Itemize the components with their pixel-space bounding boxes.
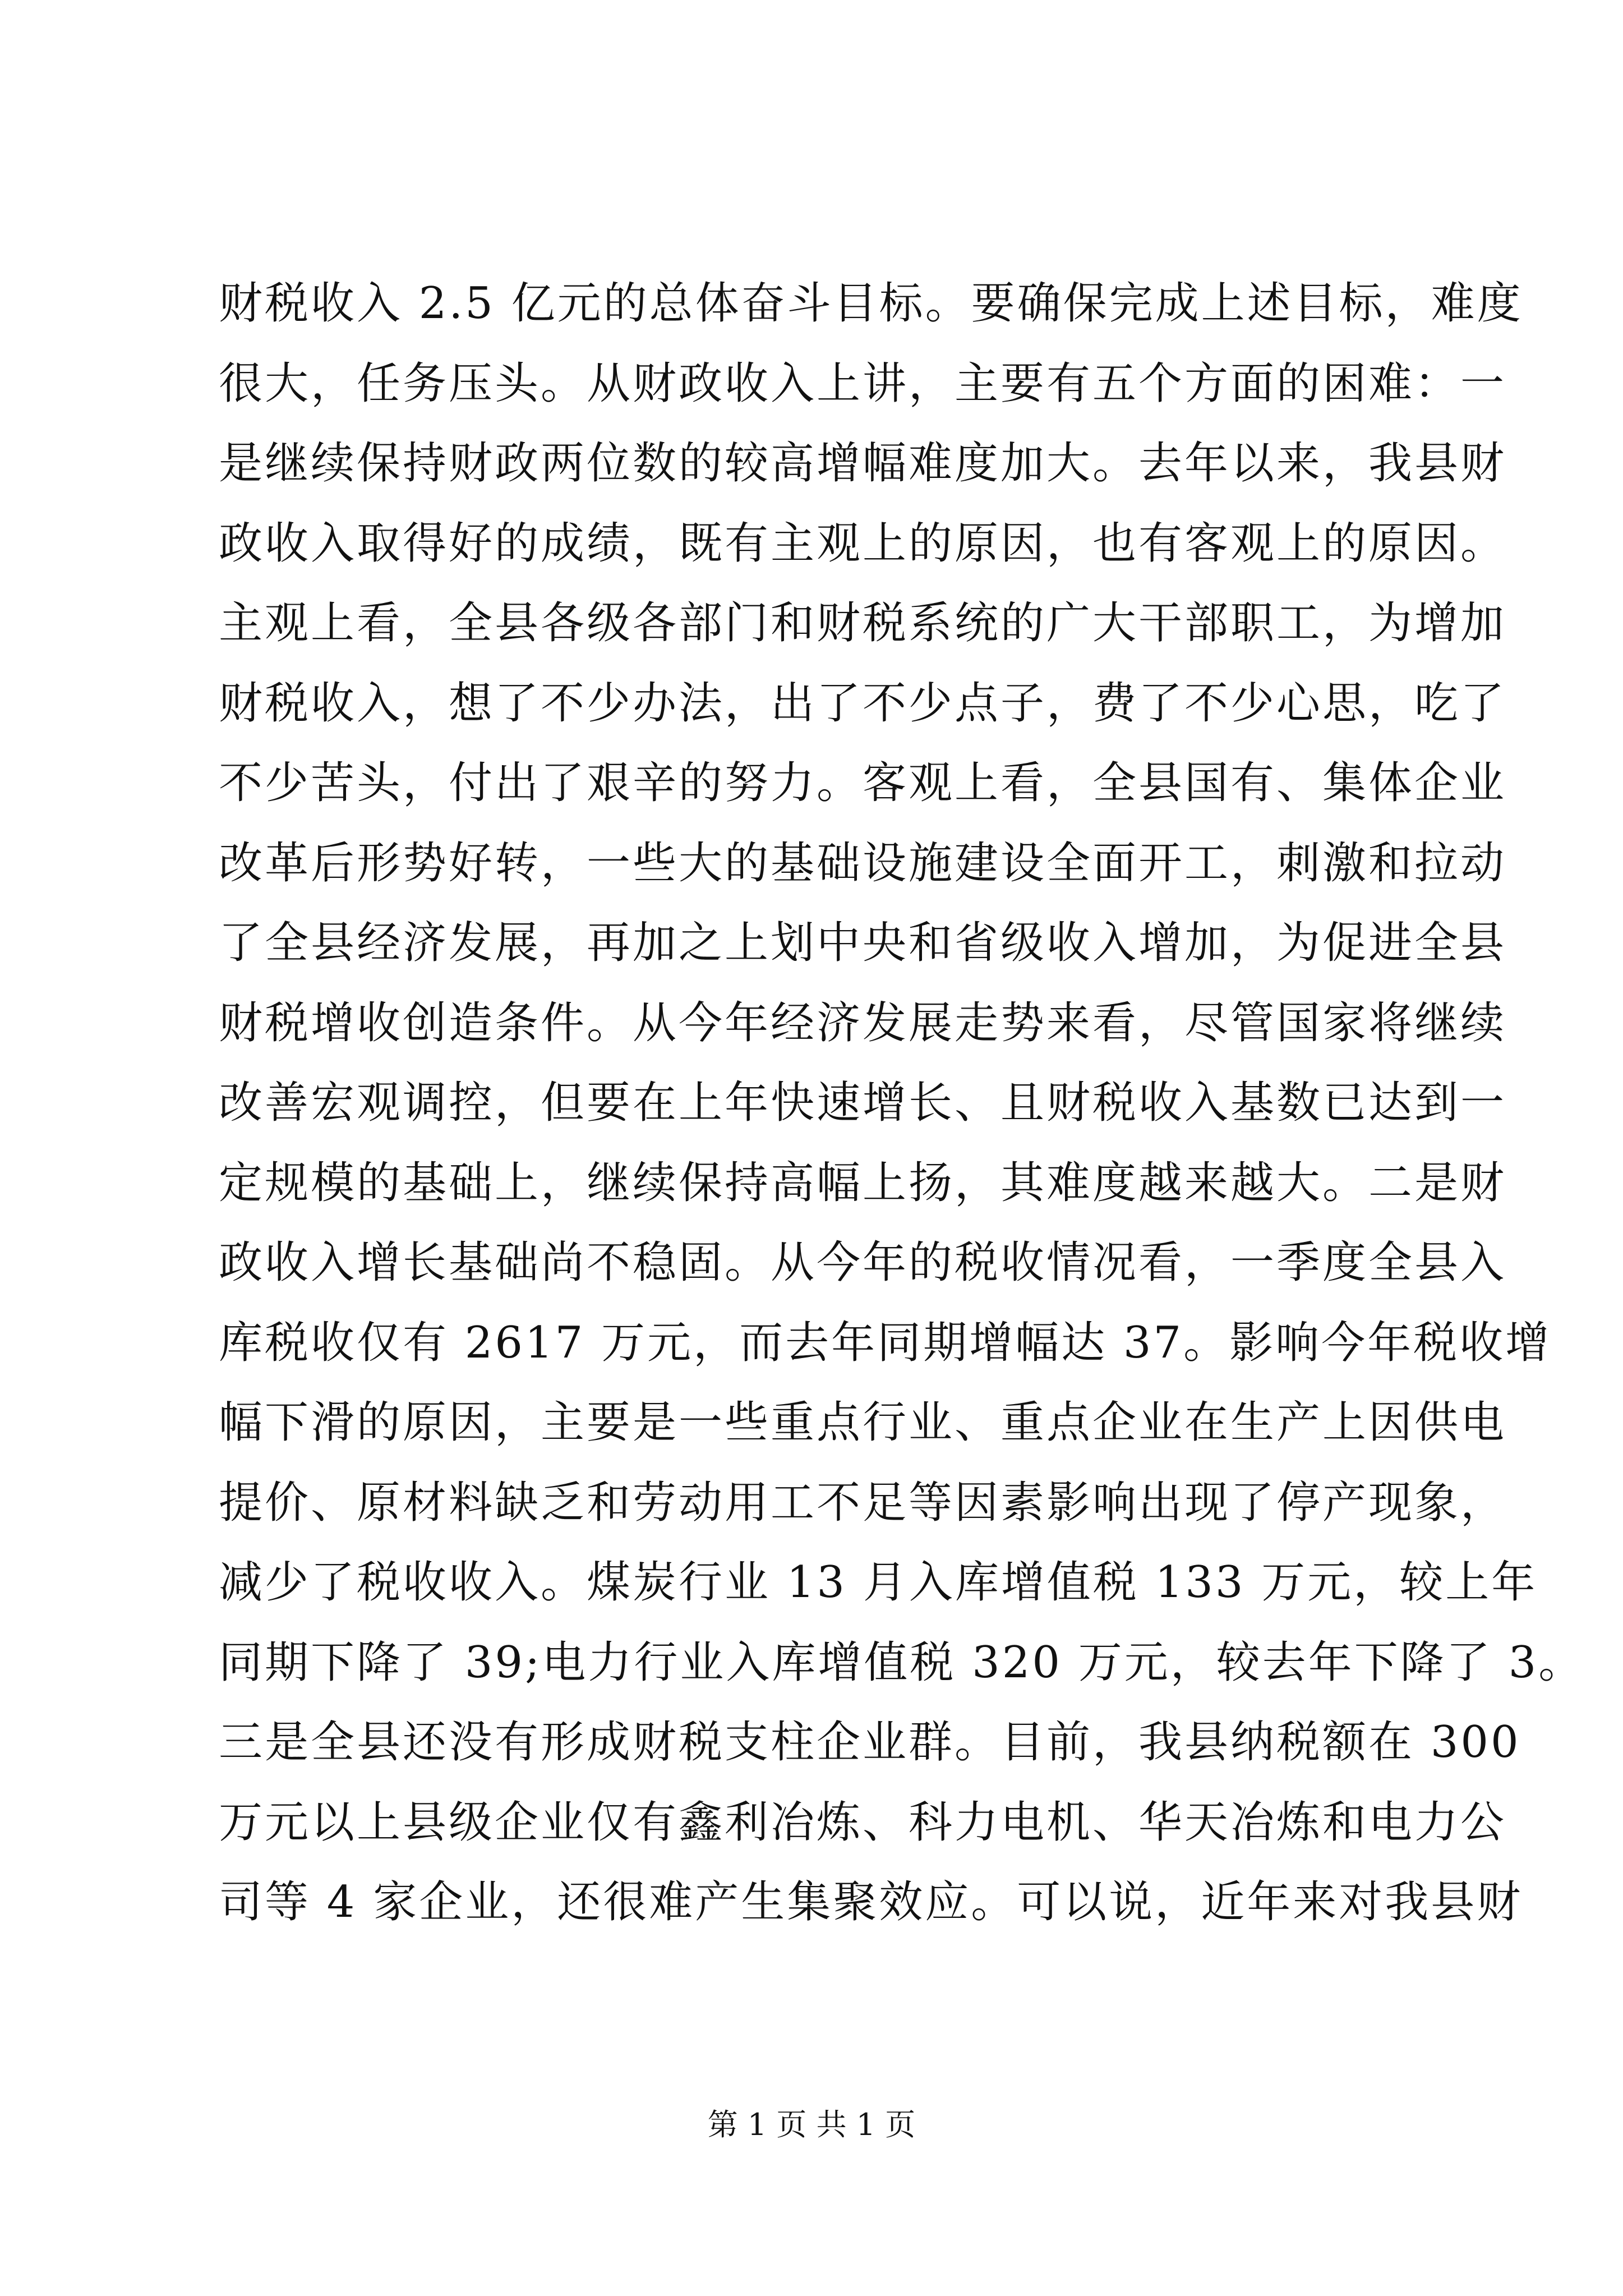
text-line: 改善宏观调控，但要在上年快速增长、且财税收入基数已达到一: [219, 1078, 1507, 1128]
text-line: 司等 4 家企业，还很难产生集聚效应。可以说，近年来对我县财: [219, 1877, 1523, 1927]
text-line: 减少了税收收入。煤炭行业 13 月入库增值税 133 万元，较上年: [219, 1557, 1538, 1608]
text-line: 财税增收创造条件。从今年经济发展走势来看，尽管国家将继续: [219, 997, 1507, 1048]
text-line: 定规模的基础上，继续保持高幅上扬，其难度越来越大。二是财: [219, 1157, 1507, 1208]
text-line: 三是全县还没有形成财税支柱企业群。目前，我县纳税额在 300: [219, 1717, 1521, 1768]
text-line: 财税收入，想了不少办法，出了不少点子，费了不少心思，吃了: [219, 678, 1507, 729]
text-line: 政收入增长基础尚不稳固。从今年的税收情况看，一季度全县入: [219, 1237, 1507, 1288]
text-line: 提价、原材料缺乏和劳动用工不足等因素影响出现了停产现象，: [219, 1477, 1507, 1528]
text-line: 了全县经济发展，再加之上划中央和省级收入增加，为促进全县: [219, 918, 1507, 968]
text-line: 很大，任务压头。从财政收入上讲，主要有五个方面的困难：一: [219, 358, 1507, 409]
page-footer: 第 1 页 共 1 页: [707, 2107, 916, 2142]
text-line: 幅下滑的原因，主要是一些重点行业、重点企业在生产上因供电: [219, 1397, 1507, 1448]
text-line: 政收入取得好的成绩，既有主观上的原因，也有客观上的原因。: [219, 518, 1507, 569]
text-line: 万元以上县级企业仅有鑫利冶炼、科力电机、华天冶炼和电力公: [219, 1797, 1507, 1848]
text-line: 是继续保持财政两位数的较高增幅难度加大。去年以来，我县财: [219, 438, 1507, 489]
text-line: 财税收入 2.5 亿元的总体奋斗目标。要确保完成上述目标，难度: [219, 278, 1523, 329]
text-line: 同期下降了 39;电力行业入库增值税 320 万元，较去年下降了 3。: [219, 1637, 1585, 1688]
text-line: 库税收仅有 2617 万元，而去年同期增幅达 37。影响今年税收增: [219, 1317, 1552, 1368]
text-line: 改革后形势好转，一些大的基础设施建设全面开工，刺激和拉动: [219, 838, 1507, 889]
body-text: [219, 264, 1585, 1943]
text-line: 主观上看，全县各级各部门和财税系统的广大干部职工，为增加: [219, 598, 1507, 648]
text-line: 不少苦头，付出了艰辛的努力。客观上看，全县国有、集体企业: [219, 758, 1507, 808]
